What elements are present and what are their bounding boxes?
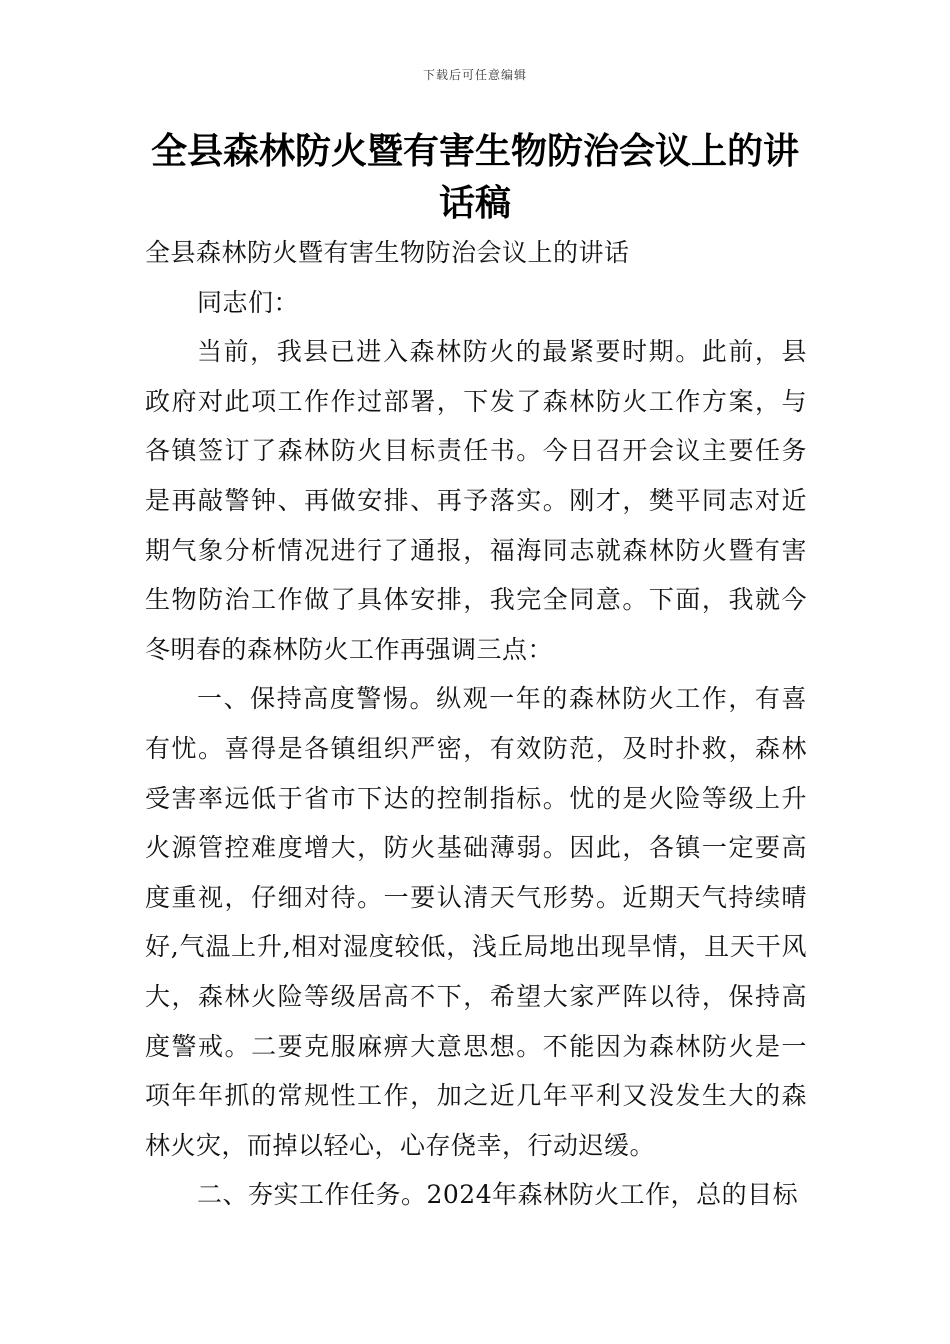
- point-two-paragraph: 二、夯实工作任务。2024年森林防火工作，总的目标: [197, 1180, 799, 1210]
- header-note: 下载后可任意编辑: [422, 68, 527, 82]
- point-one-paragraph: 一、保持高度警惕。纵观一年的森林防火工作，有喜有忧。喜得是各镇组织严密，有效防范，及时扑救，森林受害率远低于省市下达的控制指标。忧的是火险等级上升火源管控难度增大，防火基础薄弱。因此，各镇一定要高度重视，仔细对待。一要认清天气形势。近期天气持续晴好,气温上升,相对湿度较低，浅丘局地出现旱情，且天干风大，森林火险等级居高不下，希望大家严阵以待，保持高度警戒。二要克服麻痹大意思想。不能因为森林防火是一项年年抓的常规性工作，加之近几年平利又没发生大的森林火灾，而掉以轻心，心存侥幸，行动迟缓。: [145, 684, 807, 1160]
- document-title: 全县森林防火暨有害生物防治会议上的讲话稿: [150, 131, 799, 224]
- salutation-paragraph: 同志们：: [197, 287, 300, 317]
- document-subtitle: 全县森林防火暨有害生物防治会议上的讲话: [145, 238, 630, 267]
- document-body: [145, 228, 807, 1220]
- intro-paragraph: 当前，我县已进入森林防火的最紧要时期。此前，县政府对此项工作作过部署，下发了森林防火工作方案，与各镇签订了森林防火目标责任书。今日召开会议主要任务是再敲警钟、再做安排、再予落实。刚才，樊平同志对近期气象分析情况进行了通报，福海同志就森林防火暨有害生物防治工作做了具体安排，我完全同意。下面，我就今冬明春的森林防火工作再强调三点：: [145, 337, 807, 664]
